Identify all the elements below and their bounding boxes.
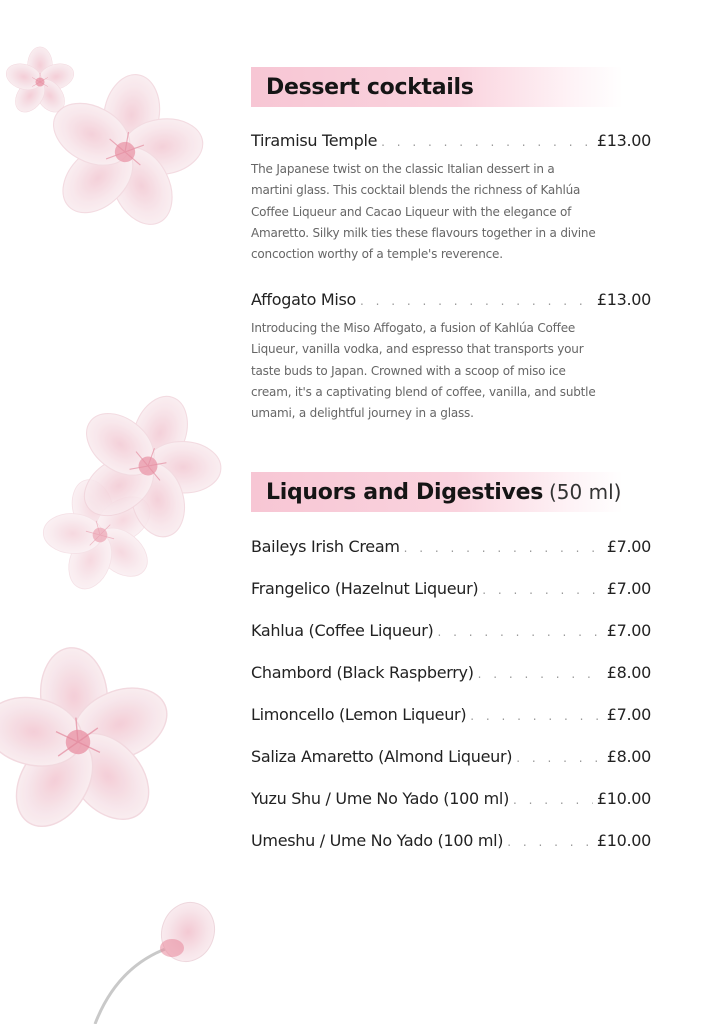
menu-item-row <box>251 131 651 150</box>
menu-item-name: Frangelico (Hazelnut Liqueur) <box>251 579 479 598</box>
menu-item-description: Introducing the Miso Affogato, a fusion of Kahlúa Coffee Liqueur, vanilla vodka, and espresso that transports your taste buds to Japan. Crowned with a scoop of miso ice cream, it's a captivating blend of coffee, vanilla, and subtle umami, a delightful journey in a glass. <box>251 321 596 421</box>
section-title: Dessert cocktails <box>266 74 474 100</box>
leader-dots <box>404 541 603 555</box>
menu-item-row <box>251 663 651 682</box>
cherry-blossom-icon <box>29 60 220 244</box>
cherry-blossom-icon <box>3 47 77 118</box>
cherry-blossom-bud-icon <box>95 895 223 1024</box>
menu-item-description: The Japanese twist on the classic Italian dessert in a martini glass. This cocktail blends the richness of Kahlúa Coffee Liqueur and Cacao Liqueur with the elegance of Amaretto. Silky milk ties these flavours together in a divine concoction worthy of a temple's reverence. <box>251 162 596 262</box>
menu-item-row <box>251 621 651 640</box>
menu-item-price: £8.00 <box>606 663 651 682</box>
menu-item-name: Chambord (Black Raspberry) <box>251 663 474 682</box>
menu-item-name: Tiramisu Temple <box>251 131 378 150</box>
menu-item-row <box>251 831 651 850</box>
menu-item-row <box>251 537 651 556</box>
menu-item-price: £7.00 <box>606 621 651 640</box>
leader-dots <box>470 709 602 723</box>
leader-dots <box>478 667 603 681</box>
menu-item-price: £8.00 <box>606 747 651 766</box>
cherry-blossom-icon <box>0 639 186 846</box>
menu-item-row <box>251 705 651 724</box>
menu-item-name: Yuzu Shu / Ume No Yado (100 ml) <box>251 789 510 808</box>
section-title: Liquors and Digestives <box>266 479 543 505</box>
leader-dots <box>482 583 602 597</box>
leader-dots <box>381 135 593 149</box>
leader-dots <box>516 751 602 765</box>
menu-item-name: Umeshu / Ume No Yado (100 ml) <box>251 831 504 850</box>
menu-item-price: £10.00 <box>596 789 651 808</box>
menu-item-name: Limoncello (Lemon Liqueur) <box>251 705 467 724</box>
leader-dots <box>360 294 593 308</box>
menu-item-row <box>251 747 651 766</box>
leader-dots <box>507 835 593 849</box>
menu-item-price: £13.00 <box>596 290 651 309</box>
section-header-dessert-cocktails <box>251 67 623 107</box>
menu-item-price: £7.00 <box>606 537 651 556</box>
menu-item-price: £7.00 <box>606 579 651 598</box>
menu-item-price: £7.00 <box>606 705 651 724</box>
menu-item-name: Kahlua (Coffee Liqueur) <box>251 621 434 640</box>
section-volume-note: (50 ml) <box>548 480 622 504</box>
leader-dots <box>513 793 593 807</box>
cherry-blossom-icon <box>27 465 173 607</box>
menu-item-name: Affogato Miso <box>251 290 357 309</box>
menu-item-price: £13.00 <box>596 131 651 150</box>
menu-item-name: Baileys Irish Cream <box>251 537 400 556</box>
menu-item-row <box>251 290 651 309</box>
menu-item-price: £10.00 <box>596 831 651 850</box>
section-header-liquors <box>251 472 623 512</box>
menu-item-row <box>251 789 651 808</box>
menu-item-name: Saliza Amaretto (Almond Liqueur) <box>251 747 513 766</box>
cherry-blossom-icon <box>50 371 245 562</box>
menu-item-row <box>251 579 651 598</box>
leader-dots <box>437 625 602 639</box>
